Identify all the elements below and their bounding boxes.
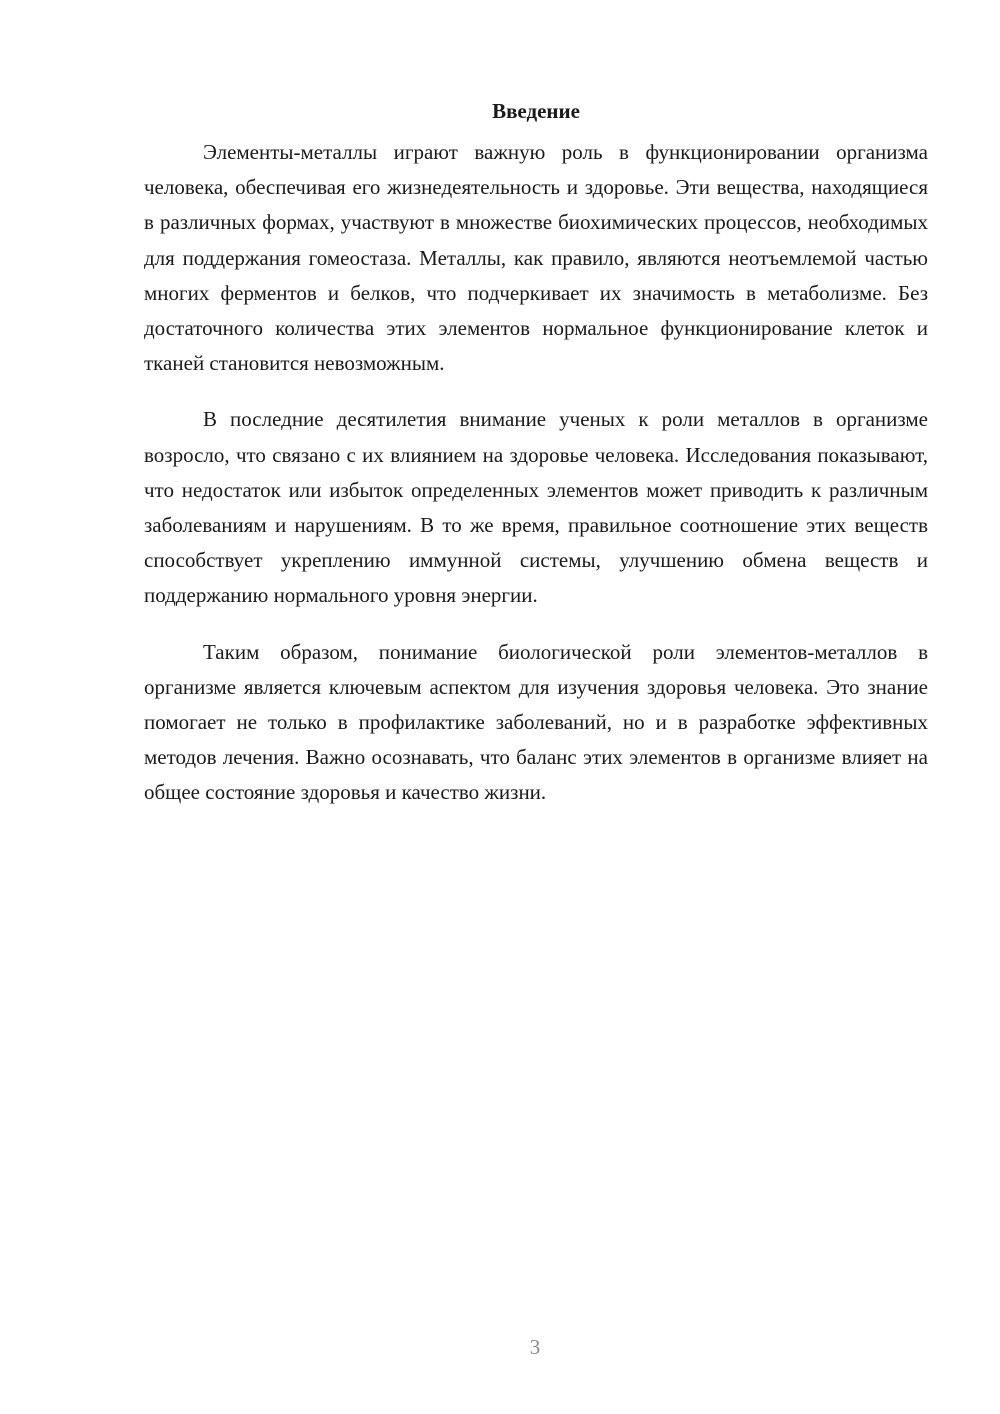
page-number: 3	[529, 1335, 541, 1359]
paragraph-1: Элементы-металлы играют важную роль в функционировании организма человека, обеспечивая его жизнедеятельность и здоровье. Эти вещества, находящиеся в различных формах, участвуют в множестве биохимических процессов, необходимых для поддержания гомеостаза. Металлы, как правило, являются неотъемлемой частью многих ферментов и белков, что подчеркивает их значимость в метаболизме. Без достаточного количества этих элементов нормальное функционирование клеток и тканей становится невозможным.	[144, 140, 928, 376]
page-content	[144, 96, 928, 832]
paragraph-2: В последние десятилетия внимание ученых к роли металлов в организме возросло, что связано с их влиянием на здоровье человека. Исследования показывают, что недостаток или избыток определенных элементов может приводить к различным заболеваниям и нарушениям. В то же время, правильное соотношение этих веществ способствует укреплению иммунной системы, улучшению обмена веществ и поддержанию нормального уровня энергии.	[144, 407, 928, 608]
section-title: Введение	[492, 99, 580, 123]
paragraph-3: Таким образом, понимание биологической роли элементов-металлов в организме является ключевым аспектом для изучения здоровья человека. Это знание помогает не только в профилактике заболеваний, но и в разработке эффективных методов лечения. Важно осознавать, что баланс этих элементов в организме влияет на общее состояние здоровья и качество жизни.	[144, 639, 928, 805]
